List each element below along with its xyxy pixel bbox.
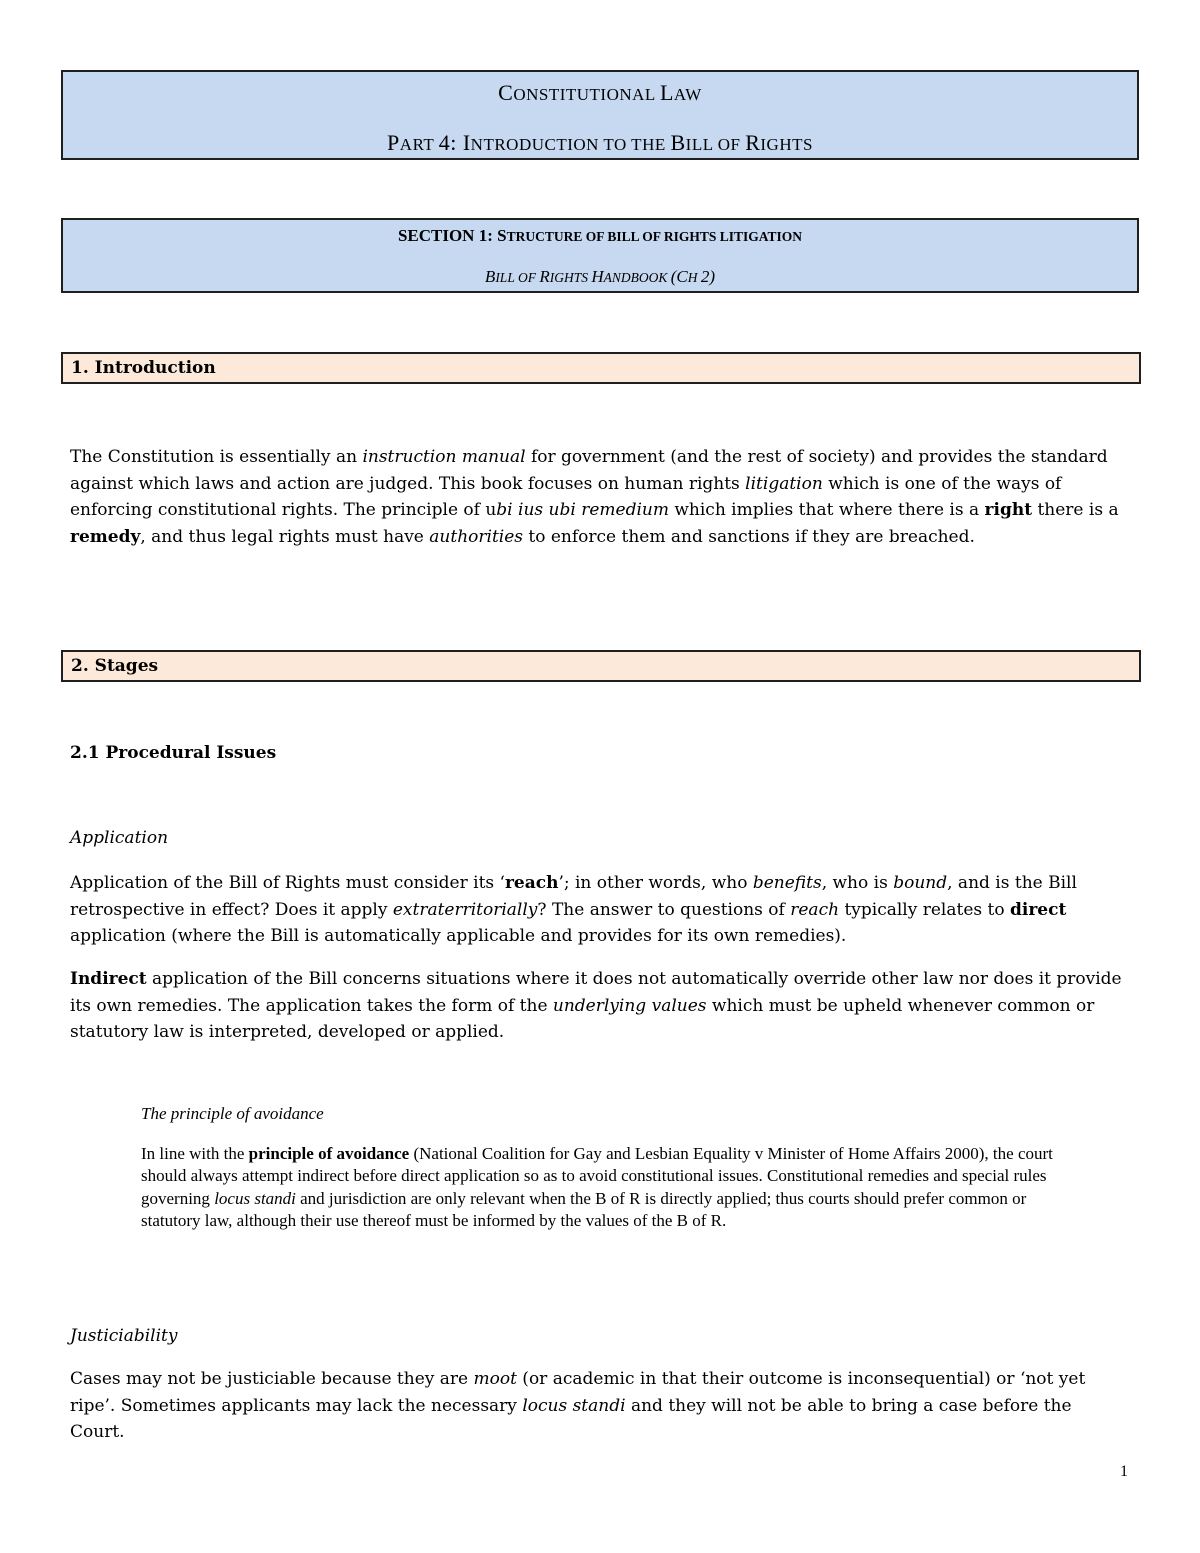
text-run: Cases may not be justiciable because they are bbox=[70, 1369, 474, 1389]
section-box bbox=[61, 218, 1139, 293]
section-text: ANDBOOK bbox=[603, 270, 671, 285]
subheading-application: Application bbox=[70, 828, 169, 848]
text-run: and they will not be able to bring a case before the Court. bbox=[70, 1395, 1072, 1442]
italic-run: instruction manual bbox=[362, 447, 526, 467]
title-text: AW bbox=[673, 85, 702, 104]
intro-paragraph bbox=[70, 444, 1130, 550]
italic-run: bound bbox=[893, 873, 948, 893]
italic-run: benefits bbox=[752, 873, 822, 893]
text-run: (or academic in that their outcome is inconsequential) or ‘not yet ripe’. Sometimes applicants may lack the necessary bbox=[70, 1369, 1086, 1416]
text-run: application of the Bill concerns situations where it does not automatically override other law nor does it provide its own remedies. The application takes the form of the bbox=[70, 969, 1122, 1016]
section-text: TRUCTURE OF BILL OF RIGHTS LITIGATION bbox=[506, 229, 803, 244]
bold-run: principle of avoidance bbox=[248, 1144, 410, 1163]
text-run: ’; in other words, who bbox=[558, 873, 753, 893]
title-text: P bbox=[387, 130, 400, 155]
section-title bbox=[63, 226, 1137, 246]
bold-run: direct bbox=[1010, 899, 1067, 920]
text-run: for government (and the rest of society) and provides the standard against which laws and action are judged. This book focuses on human rights bbox=[70, 447, 1108, 494]
section-text: SECTION 1: bbox=[397, 226, 498, 245]
italic-run: authorities bbox=[429, 526, 523, 547]
text-run: which is one of the ways of enforcing constitutional rights. The principle of u bbox=[70, 473, 1062, 520]
text-run: which must be upheld whenever common or statutory law is interpreted, developed or applied. bbox=[70, 995, 1095, 1042]
title-text: NTRODUCTION TO THE bbox=[470, 135, 671, 154]
bold-run: reach bbox=[504, 873, 559, 893]
title-text: ONSTITUTIONAL bbox=[513, 85, 660, 104]
subheading-justiciability: Justiciability bbox=[70, 1326, 178, 1346]
title-text: ILL OF bbox=[685, 135, 746, 154]
italic-run: locus standi bbox=[522, 1395, 626, 1416]
title-text: 4: bbox=[438, 130, 463, 155]
italic-run: extraterritorially bbox=[392, 899, 538, 920]
italic-run: locus standi bbox=[214, 1188, 296, 1208]
section-text: H bbox=[591, 267, 604, 286]
text-run: to enforce them and sanctions if they are breached. bbox=[523, 526, 975, 547]
section-text: 2) bbox=[700, 267, 716, 286]
section-text: B bbox=[484, 267, 496, 286]
title-text: I bbox=[462, 130, 471, 155]
section-text: ILL OF bbox=[495, 270, 540, 285]
section-reference bbox=[63, 267, 1137, 287]
text-run: and jurisdiction are only relevant when the B of R is directly applied; thus courts should prefer common or statutory law, although their use thereof must be informed by the values of the B of R. bbox=[141, 1188, 1027, 1230]
italic-run: moot bbox=[473, 1369, 517, 1389]
subheading-procedural-issues: 2.1 Procedural Issues bbox=[70, 743, 277, 763]
title-text: L bbox=[659, 80, 674, 105]
title-box bbox=[61, 70, 1139, 160]
subheading-principle-of-avoidance: The principle of avoidance bbox=[141, 1104, 324, 1123]
bold-run: remedy bbox=[70, 526, 141, 547]
text-run: application (where the Bill is automatically applicable and provides for its own remedies). bbox=[70, 926, 847, 946]
section-text: S bbox=[497, 226, 507, 245]
bold-run: right bbox=[984, 500, 1033, 520]
text-run: typically relates to bbox=[839, 899, 1010, 920]
title-text: R bbox=[745, 130, 761, 155]
text-run: , who is bbox=[821, 873, 894, 893]
section-text: H bbox=[687, 270, 701, 285]
part-title bbox=[63, 130, 1137, 156]
bold-run: Indirect bbox=[70, 969, 147, 989]
text-run: (National Coalition for Gay and Lesbian Equality v Minister of Home Affairs 2000), the court should always attempt indirect before direct application so as to avoid constitutional issues. Constitutional remedies and special rules governing bbox=[141, 1144, 1053, 1208]
italic-run: underlying values bbox=[552, 995, 707, 1016]
title-text: ART bbox=[399, 135, 439, 154]
text-run: Application of the Bill of Rights must consider its ‘ bbox=[70, 873, 505, 893]
application-paragraph bbox=[70, 870, 1130, 950]
title-text: IGHTS bbox=[760, 135, 813, 154]
section-text: (C bbox=[670, 267, 688, 286]
indirect-application-paragraph bbox=[70, 966, 1130, 1046]
course-title bbox=[63, 80, 1137, 106]
italic-run: reach bbox=[790, 899, 840, 920]
text-run: there is a bbox=[1032, 500, 1119, 520]
text-run: ? The answer to questions of bbox=[537, 899, 791, 920]
title-text: B bbox=[670, 130, 686, 155]
section-text: IGHTS bbox=[549, 270, 592, 285]
text-run: , and thus legal rights must have bbox=[140, 526, 430, 547]
text-run: , and is the Bill retrospective in effect? Does it apply bbox=[70, 873, 1077, 920]
heading-stages: 2. Stages bbox=[61, 650, 1141, 682]
avoidance-paragraph bbox=[141, 1143, 1071, 1232]
text-run: In line with the bbox=[141, 1144, 249, 1163]
title-text: C bbox=[498, 80, 514, 105]
page-number: 1 bbox=[1120, 1463, 1128, 1480]
text-run: which implies that where there is a bbox=[668, 500, 985, 520]
justiciability-paragraph bbox=[70, 1366, 1130, 1446]
heading-introduction: 1. Introduction bbox=[61, 352, 1141, 384]
text-run: The Constitution is essentially an bbox=[70, 447, 363, 467]
italic-run: litigation bbox=[745, 473, 823, 494]
section-text: R bbox=[539, 267, 550, 286]
italic-run: bi ius ubi remedium bbox=[496, 500, 669, 520]
